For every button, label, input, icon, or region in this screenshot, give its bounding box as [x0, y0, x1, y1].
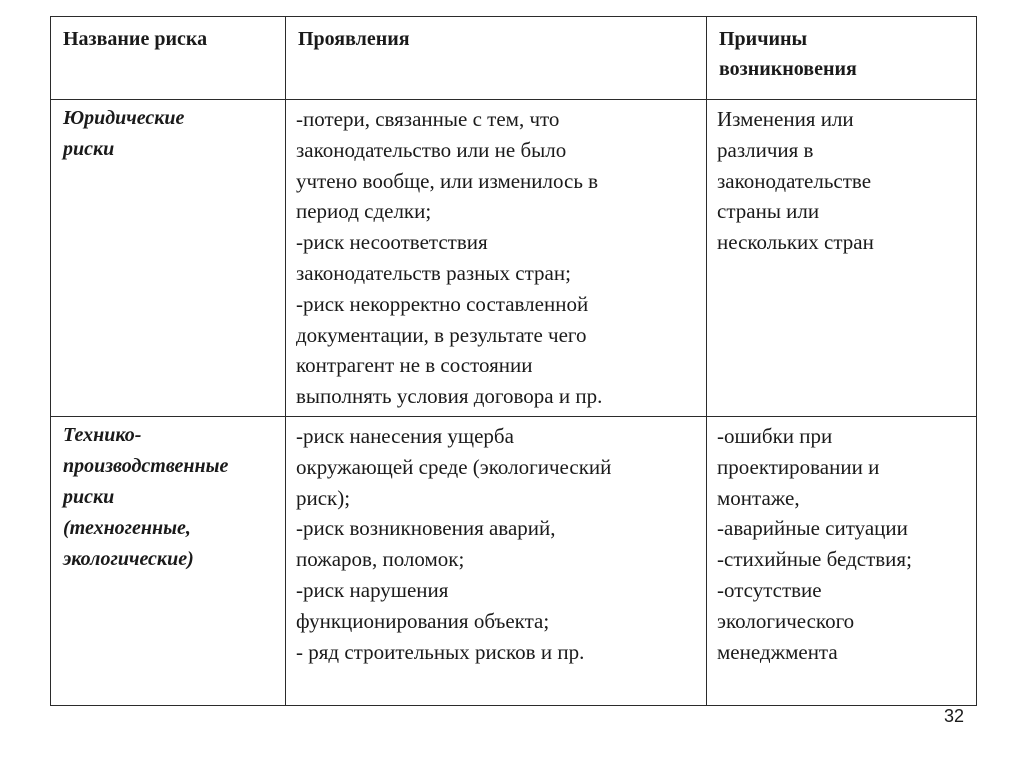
header-risk-name: Название риска [51, 17, 286, 100]
page-number: 32 [943, 706, 964, 726]
table-header-row [51, 17, 977, 100]
table-row [51, 417, 977, 706]
cell-risk-name: Технико- производственные риски (техногенные, экологические) [51, 417, 286, 706]
cell-risk-name: Юридические риски [51, 100, 286, 417]
cell-causes: -ошибки при проектировании и монтаже, -аварийные ситуации -стихийные бедствия; -отсутствие экологического менеджмента [707, 417, 977, 706]
header-causes: Причины возникновения [707, 17, 977, 100]
cell-manifestations: -риск нанесения ущерба окружающей среде (экологический риск); -риск возникновения аварий, пожаров, поломок; -риск нарушения функционирования объекта; - ряд строительных рисков и пр. [286, 417, 707, 706]
cell-manifestations: -потери, связанные с тем, что законодательство или не было учтено вообще, или изменилось в период сделки; -риск несоответствия законодательств разных стран; -риск некорректно составленной документации, в результате чего контрагент не в состоянии выполнять условия договора и пр. [286, 100, 707, 417]
header-manifestations: Проявления [286, 17, 707, 100]
table-row [51, 100, 977, 417]
cell-causes: Изменения или различия в законодательстве страны или нескольких стран [707, 100, 977, 417]
risk-table [50, 16, 977, 706]
